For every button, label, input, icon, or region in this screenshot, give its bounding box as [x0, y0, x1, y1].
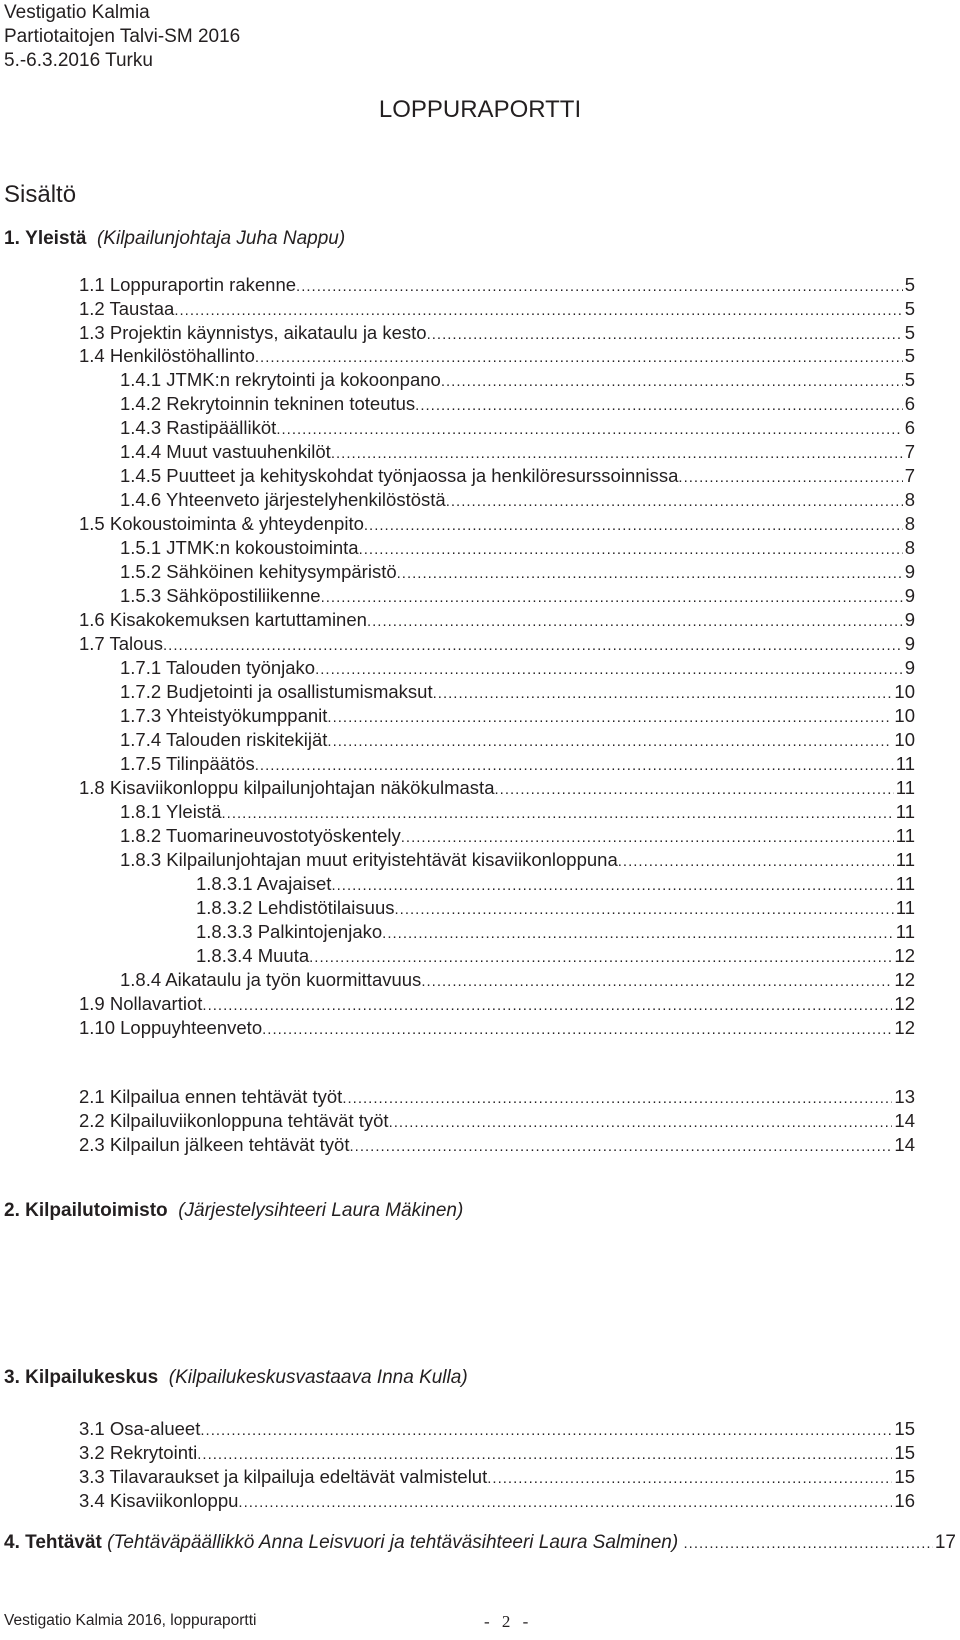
- section-heading: [4, 1200, 463, 1222]
- toc-entry[interactable]: [120, 393, 915, 415]
- toc-entry-label: 1.8.4 Aikataulu ja työn kuormittavuus: [120, 969, 422, 990]
- toc-page-number: 9: [904, 657, 915, 678]
- toc-entry-label: 1.8 Kisaviikonloppu kilpailunjohtajan näkökulmasta: [79, 777, 495, 798]
- leader-dots: [494, 781, 893, 798]
- toc-page-number: 8: [904, 489, 915, 510]
- section-responsible: (Tehtäväpäällikkö Anna Leisvuori ja tehtäväsihteeri Laura Salminen): [107, 1532, 679, 1553]
- leader-dots: [309, 949, 892, 966]
- leader-dots: [163, 637, 903, 654]
- section-name: Yleistä: [25, 228, 87, 249]
- toc-page-number: 5: [904, 369, 915, 390]
- toc-page-number: 15: [894, 1442, 915, 1463]
- toc-entry-label: 1.7 Talous: [79, 633, 163, 654]
- toc-entry-label: 1.10 Loppuyhteenveto: [79, 1017, 263, 1038]
- toc-entry-label: 1.8.3 Kilpailunjohtajan muut erityistehtävät kisaviikonloppuna: [120, 849, 618, 870]
- toc-entry-label: 1.7.1 Talouden työnjako: [120, 657, 316, 678]
- toc-entry[interactable]: [120, 561, 915, 583]
- toc-page-number: 15: [894, 1466, 915, 1487]
- toc-page-number: 5: [904, 274, 915, 295]
- section-responsible: (Kilpailunjohtaja Juha Nappu): [96, 228, 346, 249]
- toc-page-number: 11: [895, 897, 915, 918]
- toc-entry[interactable]: [120, 537, 915, 559]
- leader-dots: [255, 757, 894, 774]
- toc-entry[interactable]: [196, 921, 915, 943]
- toc-entry[interactable]: [79, 633, 915, 655]
- leader-dots: [238, 1494, 892, 1511]
- leader-dots: [364, 517, 903, 534]
- toc-entry-label: 1.6 Kisakokemuksen kartuttaminen: [79, 609, 367, 630]
- toc-entry-label: 1.8.3.2 Lehdistötilaisuus: [196, 897, 395, 918]
- toc-entry-section-4[interactable]: [4, 1532, 956, 1554]
- toc-entry[interactable]: [120, 849, 915, 871]
- toc-page-number: 7: [904, 465, 915, 486]
- leader-dots: [315, 661, 903, 678]
- toc-page-number: 6: [904, 417, 915, 438]
- toc-entry[interactable]: [120, 441, 915, 463]
- toc-page-number: 10: [894, 729, 915, 750]
- toc-page-number: 11: [895, 777, 915, 798]
- leader-dots: [441, 373, 903, 390]
- toc-page-number: 9: [904, 585, 915, 606]
- section-name: Kilpailukeskus: [25, 1367, 159, 1388]
- toc-entry[interactable]: [196, 945, 915, 967]
- toc-entry[interactable]: [120, 369, 915, 391]
- toc-entry-label: 1.5.3 Sähköpostiliikenne: [120, 585, 321, 606]
- toc-entry[interactable]: [120, 969, 915, 991]
- section-number: 2.: [4, 1200, 20, 1221]
- toc-entry[interactable]: [79, 1086, 915, 1108]
- toc-entry-label: 1.7.2 Budjetointi ja osallistumismaksut: [120, 681, 433, 702]
- toc-entry[interactable]: [120, 585, 915, 607]
- section-name: Kilpailutoimisto: [25, 1200, 168, 1221]
- header-date-place: 5.-6.3.2016 Turku: [4, 50, 153, 71]
- toc-page-number: 12: [894, 945, 915, 966]
- toc-entry-label: 2.2 Kilpailuviikonloppuna tehtävät työt: [79, 1110, 389, 1131]
- section-number: 4.: [4, 1532, 20, 1553]
- toc-page-number: 17: [934, 1532, 956, 1553]
- toc-page-number: 9: [904, 633, 915, 654]
- leader-dots: [389, 1114, 893, 1131]
- section-heading: [4, 1367, 468, 1389]
- toc-entry-label: 1.7.5 Tilinpäätös: [120, 753, 255, 774]
- header-event-title: Partiotaitojen Talvi-SM 2016: [4, 26, 241, 47]
- toc-entry[interactable]: [196, 873, 915, 895]
- leader-dots: [683, 1535, 932, 1552]
- toc-page-number: 11: [895, 873, 915, 894]
- toc-page-number: 12: [894, 993, 915, 1014]
- section-heading: [4, 228, 345, 250]
- leader-dots: [331, 445, 903, 462]
- toc-page-number: 5: [904, 298, 915, 319]
- leader-dots: [331, 877, 893, 894]
- section-responsible: (Kilpailukeskusvastaava Inna Kulla): [168, 1367, 468, 1388]
- leader-dots: [197, 1446, 892, 1463]
- toc-entry[interactable]: [120, 729, 915, 751]
- leader-dots: [421, 973, 892, 990]
- toc-entry-label: 1.8.3.4 Muuta: [196, 945, 310, 966]
- page-footer: [4, 1612, 960, 1630]
- toc-page-number: 14: [894, 1134, 915, 1155]
- section-number: 3.: [4, 1367, 20, 1388]
- leader-dots: [349, 1138, 892, 1155]
- toc-page-number: 5: [904, 322, 915, 343]
- toc-entry-label: 2.1 Kilpailua ennen tehtävät työt: [79, 1086, 343, 1107]
- toc-page-number: 6: [904, 393, 915, 414]
- page-title: LOPPURAPORTTI: [378, 96, 582, 123]
- toc-page-number: 11: [895, 849, 915, 870]
- toc-entry-label: 1.8.3.3 Palkintojenjako: [196, 921, 383, 942]
- toc-entry[interactable]: [120, 681, 915, 703]
- toc-page-number: 15: [894, 1418, 915, 1439]
- toc-page-number: 9: [904, 561, 915, 582]
- toc-entry-label: 3.1 Osa-alueet: [79, 1418, 201, 1439]
- toc-page-number: 11: [895, 921, 915, 942]
- toc-page-number: 11: [895, 753, 915, 774]
- toc-entry-label: 1.9 Nollavartiot: [79, 993, 203, 1014]
- leader-dots: [262, 1021, 892, 1038]
- leader-dots: [359, 541, 903, 558]
- section-name: Tehtävät: [25, 1532, 102, 1553]
- toc-entry[interactable]: [79, 609, 915, 631]
- toc-entry[interactable]: [120, 417, 915, 439]
- leader-dots: [446, 493, 903, 510]
- leader-dots: [200, 1422, 892, 1439]
- toc-page-number: 13: [894, 1086, 915, 1107]
- toc-entry-label: 3.4 Kisaviikonloppu: [79, 1490, 239, 1511]
- leader-dots: [276, 421, 902, 438]
- toc-entry-label: 1.8.1 Yleistä: [120, 801, 222, 822]
- footer-document-title: Vestigatio Kalmia 2016, loppuraportti: [4, 1612, 257, 1629]
- toc-entry-label: 1.3 Projektin käynnistys, aikataulu ja kesto: [79, 322, 427, 343]
- toc-entry-label: 1.4.6 Yhteenveto järjestelyhenkilöstöstä: [120, 489, 446, 510]
- toc-entry[interactable]: [120, 705, 915, 727]
- toc-entry-label: 2.3 Kilpailun jälkeen tehtävät työt: [79, 1134, 350, 1155]
- leader-dots: [202, 997, 892, 1014]
- leader-dots: [382, 925, 894, 942]
- toc-entry[interactable]: [120, 753, 915, 775]
- toc-entry[interactable]: [120, 657, 915, 679]
- toc-page-number: 7: [904, 441, 915, 462]
- toc-entry[interactable]: [120, 489, 915, 511]
- toc-entry-label: 1.4 Henkilöstöhallinto: [79, 345, 255, 366]
- toc-page-number: 16: [894, 1490, 915, 1511]
- toc-entry[interactable]: [79, 513, 915, 535]
- footer-page-number: - 2 -: [484, 1612, 533, 1631]
- toc-entry[interactable]: [79, 777, 915, 799]
- toc-entry-label: 1.8.2 Tuomarineuvostotyöskentely: [120, 825, 401, 846]
- toc-entry-label: 1.7.4 Talouden riskitekijät: [120, 729, 328, 750]
- leader-dots: [321, 589, 903, 606]
- toc-heading: Sisältö: [4, 181, 77, 208]
- toc-entry[interactable]: [79, 274, 915, 296]
- toc-entry[interactable]: [196, 897, 915, 919]
- toc-entry[interactable]: [79, 1017, 915, 1039]
- header-event-name: Vestigatio Kalmia: [4, 2, 150, 23]
- toc-entry[interactable]: [79, 1134, 915, 1156]
- toc-page-number: 11: [895, 825, 915, 846]
- toc-page-number: 5: [904, 345, 915, 366]
- leader-dots: [367, 613, 903, 630]
- leader-dots: [487, 1470, 892, 1487]
- leader-dots: [174, 302, 902, 319]
- toc-entry[interactable]: [79, 1466, 915, 1488]
- leader-dots: [327, 733, 892, 750]
- section-number: 1.: [4, 228, 20, 249]
- toc-page-number: 10: [894, 681, 915, 702]
- leader-dots: [433, 685, 893, 702]
- toc-entry[interactable]: [120, 801, 915, 823]
- toc-page-number: 12: [894, 969, 915, 990]
- toc-entry-label: 3.3 Tilavaraukset ja kilpailuja edeltävät valmistelut: [79, 1466, 488, 1487]
- leader-dots: [415, 397, 903, 414]
- toc-page-number: 12: [894, 1017, 915, 1038]
- toc-entry-label: 1.4.4 Muut vastuuhenkilöt: [120, 441, 331, 462]
- toc-entry-label: 1.8.3.1 Avajaiset: [196, 873, 332, 894]
- toc-entry-label: 1.4.5 Puutteet ja kehityskohdat työnjaossa ja henkilöresurssoinnissa: [120, 465, 679, 486]
- toc-entry[interactable]: [120, 465, 915, 487]
- toc-entry[interactable]: [79, 1442, 915, 1464]
- toc-entry-label: 1.5.1 JTMK:n kokoustoiminta: [120, 537, 359, 558]
- toc-page-number: 11: [895, 801, 915, 822]
- toc-entry-label: 1.5 Kokoustoiminta & yhteydenpito: [79, 513, 364, 534]
- toc-entry[interactable]: [79, 1418, 915, 1440]
- toc-page-number: 10: [894, 705, 915, 726]
- toc-entry[interactable]: [79, 1490, 915, 1512]
- toc-page-number: 8: [904, 513, 915, 534]
- toc-entry-label: 1.4.3 Rastipäälliköt: [120, 417, 277, 438]
- toc-entry-label: 3.2 Rekrytointi: [79, 1442, 198, 1463]
- leader-dots: [678, 469, 902, 486]
- toc-entry[interactable]: [79, 298, 915, 320]
- leader-dots: [395, 901, 894, 918]
- toc-entry-label: 1.5.2 Sähköinen kehitysympäristö: [120, 561, 397, 582]
- toc-entry[interactable]: [120, 825, 915, 847]
- leader-dots: [255, 349, 903, 366]
- toc-page-number: 14: [894, 1110, 915, 1131]
- toc-entry[interactable]: [79, 322, 915, 344]
- section-responsible: (Järjestelysihteeri Laura Mäkinen): [178, 1200, 464, 1221]
- leader-dots: [427, 326, 903, 343]
- toc-entry-label: 1.4.2 Rekrytoinnin tekninen toteutus: [120, 393, 416, 414]
- toc-entry-label: 1.1 Loppuraportin rakenne: [79, 274, 297, 295]
- leader-dots: [342, 1090, 892, 1107]
- toc-entry[interactable]: [79, 1110, 915, 1132]
- leader-dots: [618, 853, 894, 870]
- leader-dots: [221, 805, 893, 822]
- leader-dots: [327, 709, 892, 726]
- toc-entry-label: 1.2 Taustaa: [79, 298, 175, 319]
- toc-entry-label: 1.7.3 Yhteistyökumppanit: [120, 705, 328, 726]
- toc-page-number: 8: [904, 537, 915, 558]
- toc-entry-label: 1.4.1 JTMK:n rekrytointi ja kokoonpano: [120, 369, 441, 390]
- leader-dots: [397, 565, 903, 582]
- toc-entry[interactable]: [79, 345, 915, 367]
- leader-dots: [401, 829, 894, 846]
- leader-dots: [296, 278, 903, 295]
- toc-entry[interactable]: [79, 993, 915, 1015]
- toc-page-number: 9: [904, 609, 915, 630]
